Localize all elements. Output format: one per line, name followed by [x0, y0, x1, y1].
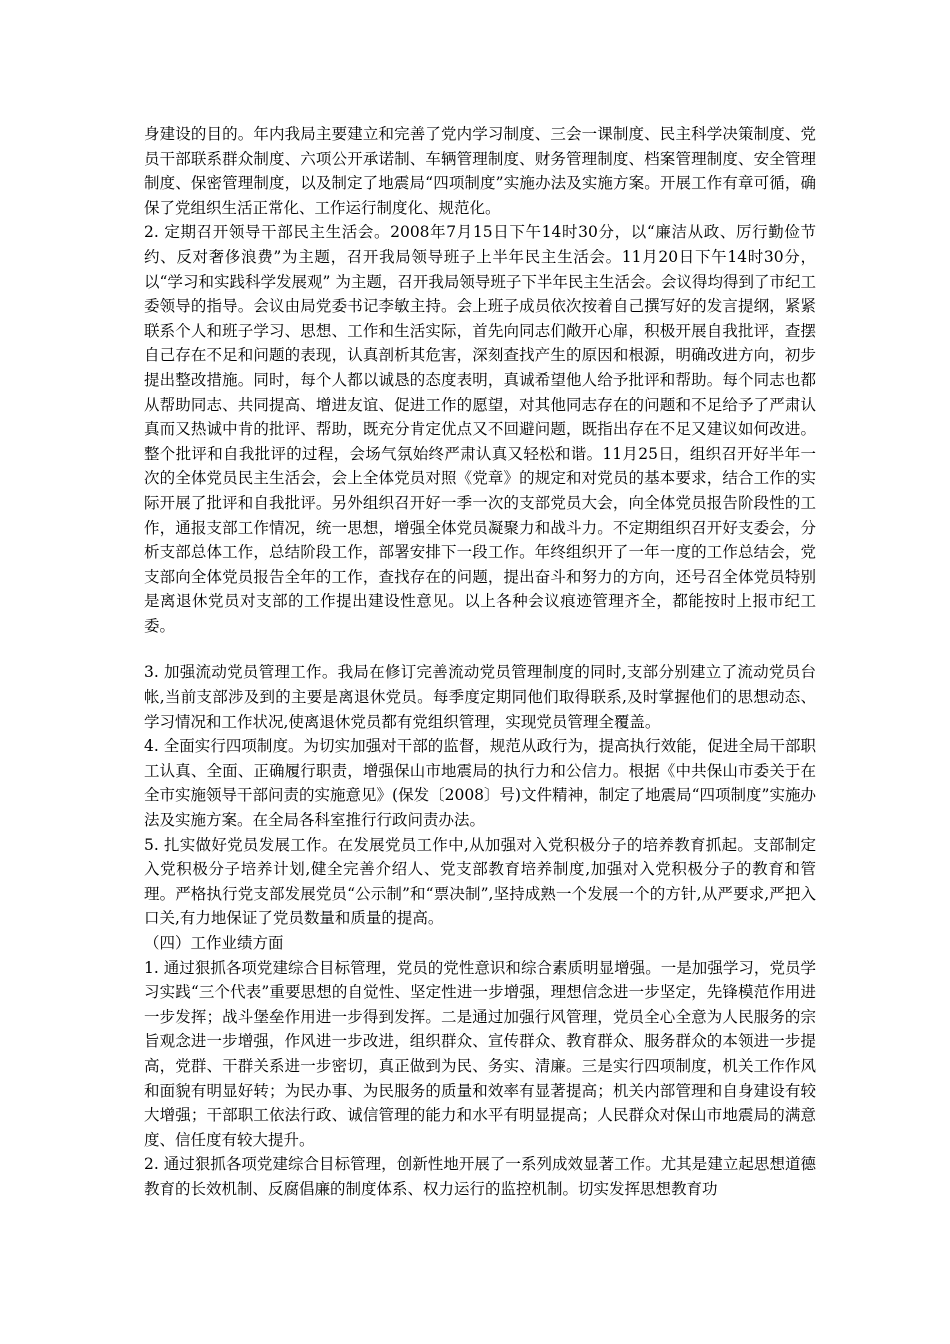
paragraph-5: 5. 扎实做好党员发展工作。在发展党员工作中,从加强对入党积极分子的培养教育抓起。支部制定入党积极分子培养计划,健全完善介绍人、党支部教育培养制度,加强对入党积极分子的教育和管理。严格执行党支部发展党员“公示制”和“票决制”,坚持成熟一个发展一个的方针,从严要求,严把入口关,有力地保证了党员数量和质量的提高。: [144, 835, 816, 928]
paragraph-7: 2. 通过狠抓各项党建综合目标管理，创新性地开展了一系列成效显著工作。尤其是建立起思想道德教育的长效机制、反腐倡廉的制度体系、权力运行的监控机制。切实发挥思想教育功: [144, 1155, 817, 1198]
paragraph-gap: [144, 638, 816, 660]
paragraph-1: 身建设的目的。年内我局主要建立和完善了党内学习制度、三会一课制度、民主科学决策制度、党员干部联系群众制度、六项公开承诺制、车辆管理制度、财务管理制度、档案管理制度、安全管理制度、保密管理制度，以及制定了地震局“四项制度”实施办法及实施方案。开展工作有章可循，确保了党组织生活正常化、工作运行制度化、规范化。: [144, 125, 816, 217]
document-page: [144, 122, 816, 1202]
paragraph-4: 4. 全面实行四项制度。为切实加强对干部的监督，规范从政行为，提高执行效能，促进全局干部职工认真、全面、正确履行职责，增强保山市地震局的执行力和公信力。根据《中共保山市委关于在全市实施领导干部问责的实施意见》(保发〔2008〕号)文件精神，制定了地震局“四项制度”实施办法及实施方案。在全局各科室推行行政问责办法。: [144, 737, 817, 830]
paragraph-6: 1. 通过狠抓各项党建综合目标管理，党员的党性意识和综合素质明显增强。一是加强学习，党员学习实践“三个代表”重要思想的自觉性、坚定性进一步增强，理想信念进一步坚定，先锋模范作用进一步发挥；战斗堡垒作用进一步得到发挥。二是通过加强行风管理，党员全心全意为人民服务的宗旨观念进一步增强，作风进一步改进，组织群众、宣传群众、教育群众、服务群众的本领进一步提高，党群、干群关系进一步密切，真正做到为民、务实、清廉。三是实行四项制度，机关工作作风和面貌有明显好转；为民办事、为民服务的质量和效率有显著提高；机关内部管理和自身建设有较大增强；干部职工依法行政、诚信管理的能力和水平有明显提高；人民群众对保山市地震局的满意度、信任度有较大提升。: [144, 958, 817, 1149]
paragraph-2: 2. 定期召开领导干部民主生活会。2008年7月15日下午14时30分，以“廉洁从政、厉行勤俭节约、反对奢侈浪费”为主题，召开我局领导班子上半年民主生活会。11月20日下午14时30分，以“学习和实践科学发展观” 为主题，召开我局领导班子下半年民主生活会。会议得均得到了市纪工委领导的指导。会议由局党委书记李敏主持。会上班子成员依次按着自己撰写好的发言提纲，紧紧联系个人和班子学习、思想、工作和生活实际，首先向同志们敞开心扉，积极开展自我批评，查摆自己存在不足和问题的表现，认真剖析其危害，深刻查找产生的原因和根源，明确改进方向，初步提出整改措施。同时，每个人都以诚恳的态度表明，真诚希望他人给予批评和帮助。每个同志也都从帮助同志、共同提高、增进友谊、促进工作的愿望，对其他同志存在的问题和不足给予了严肃认真而又热诚中肯的批评、帮助，既充分肯定优点又不回避问题，既指出存在不足又建议如何改进。整个批评和自我批评的过程，会场气氛始终严肃认真又轻松和谐。11月25日，组织召开好半年一次的全体党员民主生活会，会上全体党员对照《党章》的规定和对党员的基本要求，结合工作的实际开展了批评和自我批评。另外组织召开好一季一次的支部党员大会，向全体党员报告阶段性的工作，通报支部工作情况，统一思想，增强全体党员凝聚力和战斗力。不定期组织召开好支委会，分析支部总体工作，总结阶段工作，部署安排下一段工作。年终组织开了一年一度的工作总结会，党支部向全体党员报告全年的工作，查找存在的问题，提出奋斗和努力的方向，还号召全体党员特别是离退休党员对支部的工作提出建设性意见。以上各种会议痕迹管理齐全，都能按时上报市纪工委。: [144, 223, 816, 635]
paragraph-3: 3. 加强流动党员管理工作。我局在修订完善流动党员管理制度的同时,支部分别建立了流动党员台帐,当前支部涉及到的主要是离退休党员。每季度定期同他们取得联系,及时掌握他们的思想动态、学习情况和工作状况,使离退休党员都有党组织管理，实现党员管理全覆盖。: [144, 663, 816, 731]
section-heading: （四）工作业绩方面: [144, 934, 284, 952]
